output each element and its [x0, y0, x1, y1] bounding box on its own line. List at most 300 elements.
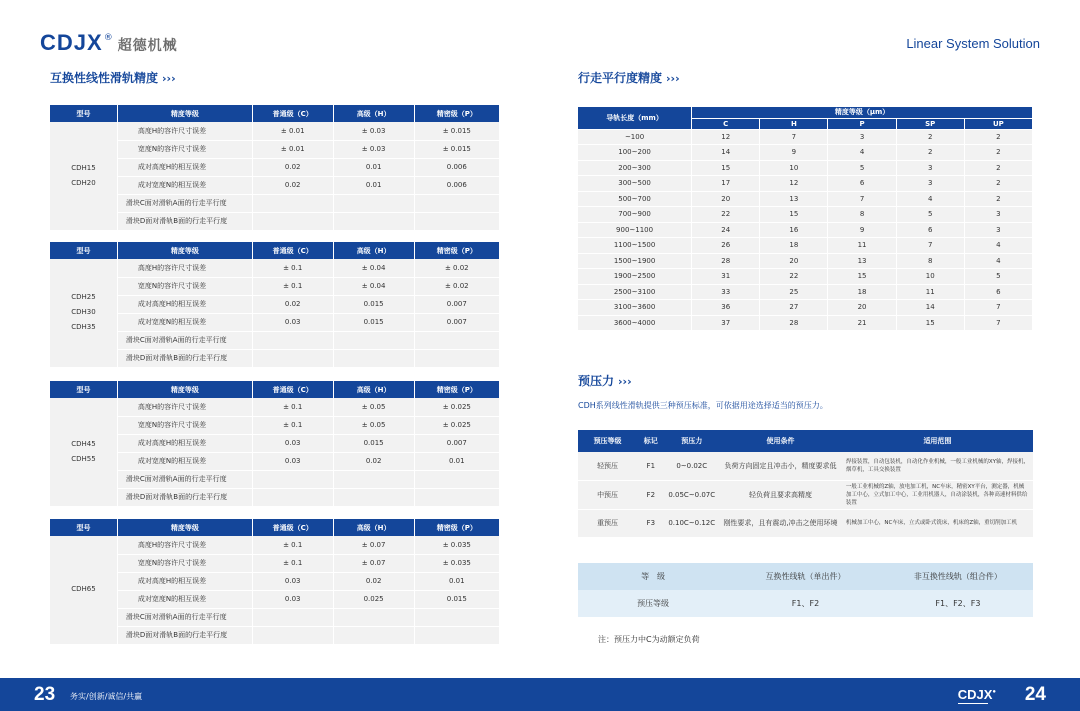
parallelism-value: 37: [692, 315, 760, 331]
logo-text: CDJX: [40, 30, 103, 55]
table-row: [50, 572, 500, 590]
accuracy-table-1: [50, 105, 500, 231]
parallelism-value: 7: [760, 129, 828, 145]
accuracy-value: 0.006: [414, 176, 499, 194]
preload-cell: F1: [637, 452, 664, 480]
accuracy-value: 0.01: [333, 176, 414, 194]
rail-length: 700~900: [578, 207, 692, 223]
table-row: [578, 563, 1033, 590]
parallelism-value: 2: [964, 160, 1032, 176]
grade-cell: F1、F2: [728, 590, 883, 617]
accuracy-value: ± 0.01: [252, 122, 333, 140]
table-row: [50, 295, 500, 313]
accuracy-value: ± 0.1: [252, 554, 333, 572]
parallelism-title: [578, 69, 680, 86]
accuracy-value: ± 0.1: [252, 416, 333, 434]
model-name: CDH35: [71, 323, 96, 332]
application-scope: 机械加工中心，NC车床，立式或卧式铣床，机床的Z轴，重切削加工机: [842, 509, 1033, 537]
parallelism-value: 5: [896, 207, 964, 223]
table-row: [50, 176, 500, 194]
accuracy-item: 滑块D面对滑轨B面的行走平行度: [117, 349, 252, 367]
grade-header: 精度等级（μm）: [692, 107, 1033, 118]
model-cell: [50, 536, 117, 644]
model-name: CDH20: [71, 178, 96, 187]
rail-length: 300~500: [578, 176, 692, 192]
rail-length: 200~300: [578, 160, 692, 176]
parallelism-table: [578, 107, 1033, 331]
accuracy-value: ± 0.04: [333, 259, 414, 277]
accuracy-value: 0.015: [414, 590, 499, 608]
accuracy-item: 成对宽度N的相互误差: [117, 313, 252, 331]
table-row: [578, 191, 1033, 207]
accuracy-value: [252, 194, 333, 212]
rail-length-header: 导轨长度（mm）: [578, 107, 692, 129]
footer-logo: [958, 687, 996, 702]
rail-length: 3100~3600: [578, 300, 692, 316]
parallelism-value: 12: [692, 129, 760, 145]
parallelism-value: 2: [964, 145, 1032, 161]
parallelism-value: 12: [760, 176, 828, 192]
accuracy-value: ± 0.035: [414, 554, 499, 572]
accuracy-value: [252, 608, 333, 626]
interchangeable-accuracy-title: [50, 69, 176, 86]
table-row: [50, 194, 500, 212]
parallelism-value: 3: [896, 160, 964, 176]
accuracy-item: 成对高度H的相互误差: [117, 295, 252, 313]
table-row: [578, 284, 1033, 300]
accuracy-value: [333, 626, 414, 644]
parallelism-value: 14: [896, 300, 964, 316]
parallelism-value: 31: [692, 269, 760, 285]
accuracy-value: ± 0.025: [414, 398, 499, 416]
model-name: CDH25: [71, 293, 96, 302]
accuracy-value: ± 0.07: [333, 554, 414, 572]
parallelism-value: 9: [760, 145, 828, 161]
rail-length: 2500~3100: [578, 284, 692, 300]
footer-bar: [0, 678, 1080, 711]
accuracy-value: 0.01: [414, 452, 499, 470]
accuracy-value: ± 0.1: [252, 536, 333, 554]
parallelism-value: 5: [964, 269, 1032, 285]
column-header: 高级（H）: [333, 242, 414, 259]
preload-cell: 中预压: [578, 480, 637, 509]
table-row: [50, 536, 500, 554]
accuracy-value: ± 0.01: [252, 140, 333, 158]
parallelism-value: 7: [964, 315, 1032, 331]
grade-label: C: [692, 118, 760, 129]
accuracy-item: 滑块C面对滑轨A面的行走平行度: [117, 331, 252, 349]
preload-cell: 0~0.02C: [664, 452, 719, 480]
parallelism-value: 15: [760, 207, 828, 223]
preload-cell: 刚性要求，且有震动,冲击之使用环境: [719, 509, 842, 537]
preload-note: 注：预压力中C为动额定负荷: [598, 635, 700, 644]
model-cell: [50, 259, 117, 367]
accuracy-value: [414, 608, 499, 626]
rail-length: 500~700: [578, 191, 692, 207]
accuracy-table-2: [50, 242, 500, 368]
parallelism-value: 4: [828, 145, 896, 161]
accuracy-item: 高度H的容许尺寸误差: [117, 398, 252, 416]
model-name: CDH15: [71, 163, 96, 172]
model-cell: [50, 122, 117, 230]
table-row: [578, 269, 1033, 285]
accuracy-item: 成对高度H的相互误差: [117, 434, 252, 452]
registered-mark: ®: [103, 33, 113, 43]
preload-table: [578, 430, 1033, 538]
preload-cell: 0.10C~0.12C: [664, 509, 719, 537]
table-row: [50, 313, 500, 331]
parallelism-value: 27: [760, 300, 828, 316]
table-row: [578, 300, 1033, 316]
parallelism-value: 3: [964, 222, 1032, 238]
table-row: [578, 176, 1033, 192]
accuracy-table-3: [50, 381, 500, 507]
accuracy-value: [333, 608, 414, 626]
parallelism-value: 8: [828, 207, 896, 223]
parallelism-value: 2: [964, 191, 1032, 207]
accuracy-item: 成对宽度N的相互误差: [117, 590, 252, 608]
rail-length: 1500~1900: [578, 253, 692, 269]
accuracy-value: [414, 331, 499, 349]
table-row: [50, 590, 500, 608]
title-arrows: ›››: [666, 72, 680, 85]
column-header: 精密级（P）: [414, 105, 499, 122]
table-row: [50, 259, 500, 277]
accuracy-item: 滑块D面对滑轨B面的行走平行度: [117, 212, 252, 230]
accuracy-value: 0.025: [333, 590, 414, 608]
preload-description: CDH系列线性滑轨提供三种预压标准，可依据用途选择适当的预压力。: [578, 401, 828, 410]
parallelism-value: 17: [692, 176, 760, 192]
table-row: [578, 590, 1033, 617]
column-header: 精密级（P）: [414, 519, 499, 536]
accuracy-value: ± 0.015: [414, 140, 499, 158]
accuracy-value: ± 0.025: [414, 416, 499, 434]
logo-chinese-name: 超德机械: [117, 38, 178, 54]
parallelism-value: 2: [964, 176, 1032, 192]
accuracy-value: ± 0.07: [333, 536, 414, 554]
accuracy-value: [252, 470, 333, 488]
preload-cell: 负荷方向固定且冲击小，精度要求低: [719, 452, 842, 480]
accuracy-value: ± 0.1: [252, 398, 333, 416]
parallelism-value: 25: [760, 284, 828, 300]
accuracy-value: ± 0.03: [333, 140, 414, 158]
footer-slogan: 务实/创新/诚信/共赢: [70, 692, 143, 701]
preload-cell: 轻预压: [578, 452, 637, 480]
accuracy-value: [333, 349, 414, 367]
column-header: 精密级（P）: [414, 381, 499, 398]
accuracy-value: 0.03: [252, 313, 333, 331]
parallelism-value: 20: [760, 253, 828, 269]
table-row: [578, 238, 1033, 254]
accuracy-value: 0.02: [333, 572, 414, 590]
table-row: [50, 608, 500, 626]
table-row: [50, 434, 500, 452]
accuracy-value: 0.02: [333, 452, 414, 470]
accuracy-value: [333, 488, 414, 506]
preload-cell: F2: [637, 480, 664, 509]
accuracy-value: [252, 349, 333, 367]
accuracy-value: ± 0.1: [252, 277, 333, 295]
column-header: 普通级（C）: [252, 105, 333, 122]
accuracy-value: [252, 212, 333, 230]
parallelism-value: 6: [896, 222, 964, 238]
accuracy-value: [333, 470, 414, 488]
parallelism-value: 11: [896, 284, 964, 300]
table-row: [578, 509, 1033, 537]
accuracy-value: 0.01: [414, 572, 499, 590]
accuracy-value: ± 0.05: [333, 416, 414, 434]
rail-length: ~100: [578, 129, 692, 145]
column-header: 预压等级: [578, 430, 637, 452]
footer-logo-text: CDJX: [957, 687, 993, 702]
model-name: CDH45: [71, 439, 96, 448]
column-header: 使用条件: [719, 430, 842, 452]
table-row: [50, 158, 500, 176]
accuracy-value: 0.02: [252, 158, 333, 176]
rail-length: 3600~4000: [578, 315, 692, 331]
column-header: 精度等级: [117, 519, 252, 536]
parallelism-value: 18: [760, 238, 828, 254]
table-row: [578, 480, 1033, 509]
accuracy-value: 0.007: [414, 434, 499, 452]
parallelism-value: 14: [692, 145, 760, 161]
parallelism-value: 7: [964, 300, 1032, 316]
parallelism-value: 7: [896, 238, 964, 254]
table-row: [578, 315, 1033, 331]
parallelism-value: 26: [692, 238, 760, 254]
preload-title: [578, 372, 632, 389]
parallelism-value: 2: [964, 129, 1032, 145]
parallelism-value: 20: [692, 191, 760, 207]
accuracy-value: 0.015: [333, 434, 414, 452]
table-row: [50, 212, 500, 230]
table-row: [50, 452, 500, 470]
grade-label: H: [760, 118, 828, 129]
column-header: 型号: [50, 242, 117, 259]
column-header: 精度等级: [117, 381, 252, 398]
table-row: [50, 626, 500, 644]
parallelism-value: 7: [828, 191, 896, 207]
grade-cell: F1、F2、F3: [883, 590, 1033, 617]
column-header: 高级（H）: [333, 519, 414, 536]
accuracy-item: 滑块D面对滑轨B面的行走平行度: [117, 488, 252, 506]
preload-cell: 轻负荷且要求高精度: [719, 480, 842, 509]
accuracy-item: 高度H的容许尺寸误差: [117, 536, 252, 554]
parallelism-value: 3: [964, 207, 1032, 223]
parallelism-value: 28: [692, 253, 760, 269]
accuracy-value: 0.01: [333, 158, 414, 176]
column-header: 适用范围: [842, 430, 1033, 452]
accuracy-item: 滑块C面对滑轨A面的行走平行度: [117, 608, 252, 626]
column-header: 普通级（C）: [252, 242, 333, 259]
column-header: 型号: [50, 519, 117, 536]
table-row: [50, 277, 500, 295]
parallelism-value: 16: [760, 222, 828, 238]
column-header: 高级（H）: [333, 105, 414, 122]
parallelism-value: 5: [828, 160, 896, 176]
brand-logo: [40, 30, 178, 56]
parallelism-value: 22: [760, 269, 828, 285]
column-header: 预压力: [664, 430, 719, 452]
parallelism-value: 6: [828, 176, 896, 192]
table-row: [578, 452, 1033, 480]
grade-label: SP: [896, 118, 964, 129]
preload-cell: F3: [637, 509, 664, 537]
accuracy-value: ± 0.02: [414, 259, 499, 277]
accuracy-value: ± 0.03: [333, 122, 414, 140]
parallelism-value: 4: [896, 191, 964, 207]
accuracy-item: 宽度N的容许尺寸误差: [117, 554, 252, 572]
accuracy-item: 成对宽度N的相互误差: [117, 452, 252, 470]
title-arrows: ›››: [162, 72, 176, 85]
column-header: 精度等级: [117, 105, 252, 122]
model-cell: [50, 398, 117, 506]
parallelism-value: 4: [964, 253, 1032, 269]
model-name: CDH55: [71, 454, 96, 463]
accuracy-value: 0.006: [414, 158, 499, 176]
accuracy-value: 0.015: [333, 295, 414, 313]
preload-cell: 重预压: [578, 509, 637, 537]
accuracy-item: 宽度N的容许尺寸误差: [117, 140, 252, 158]
parallelism-value: 28: [760, 315, 828, 331]
accuracy-value: [414, 212, 499, 230]
accuracy-value: ± 0.035: [414, 536, 499, 554]
grade-label: P: [828, 118, 896, 129]
grade-cell: 非互换性线轨（组合件）: [883, 563, 1033, 590]
table-row: [50, 331, 500, 349]
column-header: 精度等级: [117, 242, 252, 259]
parallelism-value: 15: [896, 315, 964, 331]
model-name: CDH30: [71, 308, 96, 317]
grade-cell: 预压等级: [578, 590, 728, 617]
parallelism-value: 3: [828, 129, 896, 145]
parallelism-value: 3: [896, 176, 964, 192]
grade-label: UP: [964, 118, 1032, 129]
table-row: [578, 160, 1033, 176]
table-row: [578, 207, 1033, 223]
parallelism-value: 4: [964, 238, 1032, 254]
parallelism-value: 21: [828, 315, 896, 331]
table-row: [50, 349, 500, 367]
column-header: 标记: [637, 430, 664, 452]
accuracy-item: 成对高度H的相互误差: [117, 158, 252, 176]
accuracy-value: 0.03: [252, 434, 333, 452]
accuracy-value: [252, 488, 333, 506]
column-header: 普通级（C）: [252, 381, 333, 398]
accuracy-value: 0.007: [414, 313, 499, 331]
accuracy-table-4: [50, 519, 500, 645]
accuracy-item: 高度H的容许尺寸误差: [117, 259, 252, 277]
title-arrows: ›››: [618, 375, 632, 388]
accuracy-item: 宽度N的容许尺寸误差: [117, 416, 252, 434]
parallelism-value: 2: [896, 145, 964, 161]
column-header: 精密级（P）: [414, 242, 499, 259]
grade-cell: 互换性线轨（单出件）: [728, 563, 883, 590]
column-header: 高级（H）: [333, 381, 414, 398]
parallelism-value: 18: [828, 284, 896, 300]
column-header: 型号: [50, 381, 117, 398]
accuracy-value: [414, 194, 499, 212]
grade-cell: 等 级: [578, 563, 728, 590]
table-row: [50, 122, 500, 140]
accuracy-value: ± 0.05: [333, 398, 414, 416]
accuracy-value: 0.02: [252, 295, 333, 313]
parallelism-value: 10: [896, 269, 964, 285]
parallelism-value: 22: [692, 207, 760, 223]
accuracy-value: ± 0.04: [333, 277, 414, 295]
parallelism-value: 11: [828, 238, 896, 254]
parallelism-value: 9: [828, 222, 896, 238]
accuracy-item: 滑块D面对滑轨B面的行走平行度: [117, 626, 252, 644]
accuracy-value: 0.015: [333, 313, 414, 331]
accuracy-value: 0.02: [252, 176, 333, 194]
accuracy-value: ± 0.015: [414, 122, 499, 140]
table-row: [578, 253, 1033, 269]
accuracy-value: ± 0.02: [414, 277, 499, 295]
rail-length: 100~200: [578, 145, 692, 161]
table-row: [50, 488, 500, 506]
accuracy-item: 宽度N的容许尺寸误差: [117, 277, 252, 295]
table-row: [50, 416, 500, 434]
parallelism-value: 24: [692, 222, 760, 238]
accuracy-value: [333, 194, 414, 212]
page-number-right: 24: [1024, 684, 1046, 705]
page-number-left: 23: [34, 684, 56, 705]
accuracy-value: ± 0.1: [252, 259, 333, 277]
accuracy-value: [252, 331, 333, 349]
parallelism-value: 13: [828, 253, 896, 269]
parallelism-value: 13: [760, 191, 828, 207]
accuracy-item: 滑块C面对滑轨A面的行走平行度: [117, 194, 252, 212]
accuracy-value: 0.03: [252, 590, 333, 608]
table-row: [578, 222, 1033, 238]
accuracy-value: [414, 349, 499, 367]
parallelism-value: 10: [760, 160, 828, 176]
section-title-text: 行走平行度精度: [578, 71, 663, 85]
accuracy-item: 成对宽度N的相互误差: [117, 176, 252, 194]
accuracy-value: 0.007: [414, 295, 499, 313]
table-row: [50, 554, 500, 572]
model-name: CDH65: [71, 585, 96, 594]
application-scope: 焊接装置，自动包装机，自动化作业机械，一般工业机械的XY轴，焊接机，烟草机，工具交换装置: [842, 452, 1033, 480]
section-title-text: 预压力: [578, 374, 615, 388]
accuracy-value: [414, 470, 499, 488]
accuracy-value: [414, 626, 499, 644]
table-row: [578, 145, 1033, 161]
footer-logo-mark: ●: [992, 689, 996, 695]
rail-length: 1100~1500: [578, 238, 692, 254]
column-header: 普通级（C）: [252, 519, 333, 536]
header-tagline: Linear System Solution: [906, 36, 1040, 51]
accuracy-item: 滑块C面对滑轨A面的行走平行度: [117, 470, 252, 488]
parallelism-value: 33: [692, 284, 760, 300]
table-row: [50, 470, 500, 488]
preload-grade-table: [578, 563, 1033, 617]
application-scope: 一般工业机械的Z轴，放电加工机，NC车床，精密XY平台，测定器，机械加工中心，立式加工中心，工业用机器人，自动涂装机，各种高速材料供给装置: [842, 480, 1033, 509]
section-title-text: 互换性线性滑轨精度: [50, 71, 159, 85]
parallelism-value: 20: [828, 300, 896, 316]
accuracy-item: 高度H的容许尺寸误差: [117, 122, 252, 140]
rail-length: 1900~2500: [578, 269, 692, 285]
accuracy-value: [333, 212, 414, 230]
column-header: 型号: [50, 105, 117, 122]
table-row: [50, 398, 500, 416]
parallelism-value: 36: [692, 300, 760, 316]
accuracy-item: 成对高度H的相互误差: [117, 572, 252, 590]
accuracy-value: [252, 626, 333, 644]
preload-cell: 0.05C~0.07C: [664, 480, 719, 509]
parallelism-value: 8: [896, 253, 964, 269]
